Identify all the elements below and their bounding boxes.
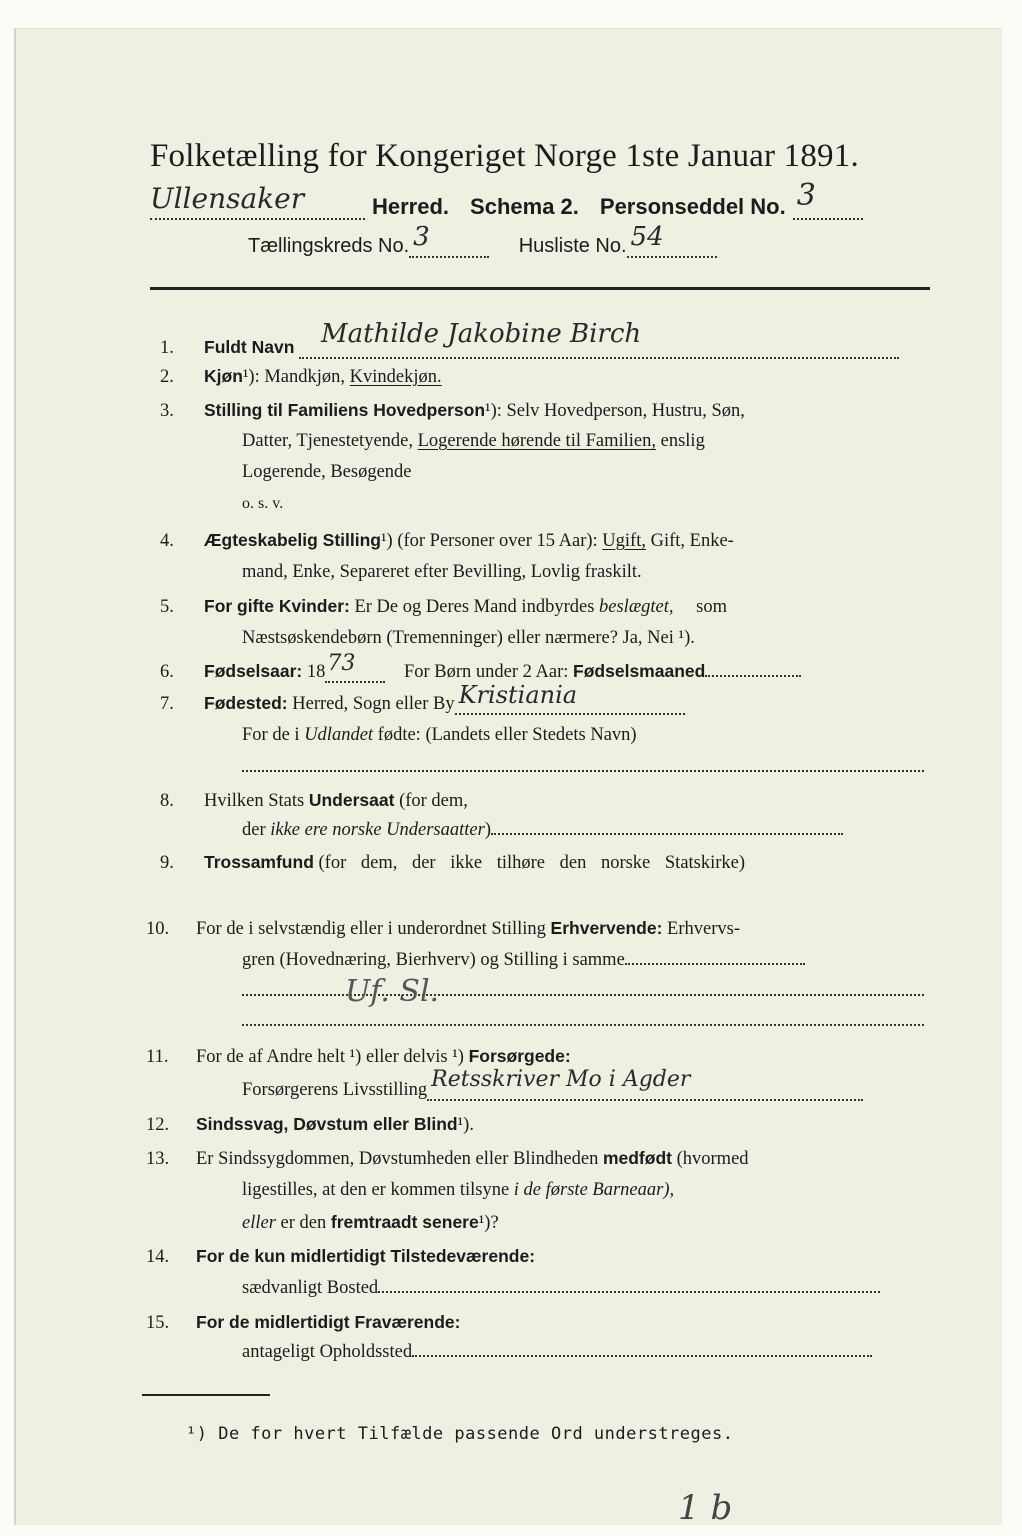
item-label: Kjøn — [204, 366, 243, 386]
item-label: For gifte Kvinder: — [204, 596, 350, 616]
personseddel-label: Personseddel No. — [599, 194, 786, 219]
municipality-field — [150, 182, 365, 220]
occupation-field — [625, 963, 805, 965]
full-name-handwriting: Mathilde Jakobine Birch — [321, 319, 642, 349]
item-4-line-2: mand, Enke, Separeret efter Bevilling, Lovlig fraskilt. — [242, 562, 642, 582]
birthplace-field — [455, 681, 685, 715]
bottom-handwriting: 1 b — [678, 1488, 733, 1528]
municipality-handwriting: Ullensaker — [150, 182, 305, 215]
item-label: Undersaat — [308, 790, 395, 810]
personseddel-handwriting: 3 — [796, 178, 816, 213]
item-text: Gift, Enke- — [650, 531, 734, 551]
usual-residence-field — [378, 1291, 880, 1293]
item-1 — [160, 319, 899, 359]
item-number: 8. — [160, 791, 174, 811]
provider-field — [427, 1067, 863, 1101]
item-number: 5. — [160, 597, 174, 617]
item-text: enslig — [660, 431, 705, 451]
item-5 — [160, 596, 727, 618]
husliste-handwriting: 54 — [630, 222, 664, 252]
item-text: For de i selvstændig eller i underordnet Stilling — [196, 919, 546, 939]
item-8-line-2: der ikke ere norske Undersaatter) — [242, 820, 843, 841]
item-label: Fuldt Navn — [204, 337, 295, 357]
item-2 — [160, 366, 442, 388]
item-number: 4. — [160, 531, 174, 551]
item-label: Sindssvag, Døvstum eller Blind — [196, 1114, 458, 1134]
item-13-line-2 — [242, 1180, 674, 1201]
item-14 — [146, 1246, 535, 1268]
header-rule — [150, 287, 930, 290]
item-text: Datter, Tjenestetyende, — [242, 431, 413, 451]
item-text: antageligt Opholdssted — [242, 1342, 413, 1362]
birthplace-handwriting: Kristiania — [458, 681, 578, 709]
footnote: ¹) De for hvert Tilfælde passende Ord understreges. — [186, 1424, 734, 1444]
item-text: Herred, Sogn eller By — [292, 694, 455, 714]
item-text-italic: ikke ere norske Undersaatter — [270, 820, 485, 840]
provider-handwriting: Retsskriver Mo i Agder — [431, 1067, 691, 1092]
item-14-line-2 — [242, 1278, 880, 1299]
item-number: 6. — [160, 662, 174, 682]
item-number: 11. — [146, 1047, 169, 1067]
item-label: medfødt — [602, 1148, 672, 1168]
item-15 — [146, 1312, 460, 1334]
item-text: Hvilken Stats — [204, 791, 305, 811]
item-text: fødte: (Landets eller Stedets Navn) — [377, 725, 637, 745]
item-text: Erhvervs- — [667, 919, 740, 939]
item-11-line-2 — [242, 1067, 863, 1101]
foreign-birthplace-field — [242, 752, 924, 772]
item-8 — [160, 790, 468, 812]
item-text: ¹) (for Personer over 15 Aar): — [380, 531, 598, 551]
item-3-line-3: Logerende, Besøgende — [242, 462, 412, 482]
item-text-italic: eller — [242, 1213, 276, 1233]
item-number: 7. — [160, 694, 174, 714]
item-number: 14. — [146, 1247, 170, 1267]
occupation-field-3 — [242, 1010, 924, 1026]
underlined-option: Ugift, — [602, 531, 646, 551]
item-text: som — [696, 597, 727, 617]
kreds-label: Tællingskreds No. — [248, 235, 410, 257]
item-number: 10. — [146, 919, 170, 939]
birth-year-field — [325, 651, 385, 683]
item-text: (for dem, — [399, 791, 468, 811]
husliste-label: Husliste No. — [518, 235, 627, 257]
herred-label: Herred. — [372, 194, 450, 219]
item-label: Trossamfund — [204, 852, 314, 872]
item-text: For de i — [242, 725, 300, 745]
item-label: Ægteskabelig Stilling — [204, 530, 381, 550]
footnote-rule — [142, 1394, 270, 1396]
item-3-line-4: o. s. v. — [242, 495, 284, 512]
item-number: 13. — [146, 1149, 170, 1169]
item-text: For de af Andre helt ¹) eller delvis ¹) — [196, 1047, 464, 1067]
item-13 — [146, 1148, 749, 1170]
item-4 — [160, 530, 734, 552]
item-12 — [146, 1114, 474, 1136]
item-text: ¹). — [457, 1115, 474, 1135]
kreds-handwriting: 3 — [413, 222, 430, 252]
item-text: Forsørgerens Livsstilling — [242, 1080, 428, 1100]
item-text-italic: Udlandet — [304, 725, 374, 745]
item-10-line-2 — [242, 950, 805, 971]
year-prefix: 18 — [306, 662, 326, 682]
item-7 — [160, 681, 685, 715]
item-label: Erhvervende: — [550, 918, 663, 938]
kreds-field — [409, 222, 489, 258]
item-number: 9. — [160, 853, 174, 873]
item-6 — [160, 651, 801, 683]
item-label: Fødselsmaaned — [573, 661, 706, 681]
form-title: Folketælling for Kongeriget Norge 1ste Januar 1891. — [150, 138, 859, 174]
item-10 — [146, 918, 740, 940]
item-text-italic: i de første Barneaar), — [513, 1180, 675, 1200]
personseddel-field — [793, 178, 863, 220]
item-5-line-2: Næstsøskendebørn (Tremenninger) eller nærmere? Ja, Nei ¹). — [242, 628, 695, 648]
item-number: 15. — [146, 1313, 170, 1333]
schema-label: Schema 2. — [470, 194, 579, 219]
underlined-option: Kvindekjøn. — [349, 367, 442, 387]
item-label: Forsørgede: — [468, 1046, 571, 1066]
birth-year-handwriting: 73 — [327, 651, 356, 676]
occupation-handwriting: Uf. Sl. — [345, 974, 440, 1009]
item-label: For de kun midlertidigt Tilstedeværende: — [196, 1246, 536, 1266]
item-3 — [160, 400, 745, 422]
item-text: gren (Hovednæring, Bierhverv) og Stilling i samme — [242, 950, 625, 970]
citizenship-field — [491, 833, 843, 835]
item-label: fremtraadt senere — [330, 1212, 479, 1232]
header-row-2 — [248, 222, 717, 258]
item-9 — [160, 852, 745, 874]
husliste-field — [627, 222, 717, 258]
item-text: ¹): Selv Hovedperson, Hustru, Søn, — [485, 401, 745, 421]
item-label: Fødselsaar: — [204, 661, 303, 681]
full-name-field — [299, 319, 899, 359]
item-label: For de midlertidigt Fraværende: — [196, 1312, 461, 1332]
header-row — [150, 178, 863, 220]
item-number: 2. — [160, 367, 174, 387]
birth-month-field — [705, 675, 801, 677]
item-text: Er Sindssygdommen, Døvstumheden eller Blindheden — [196, 1149, 599, 1169]
item-text: ¹)? — [478, 1213, 499, 1233]
presumed-residence-field — [412, 1355, 872, 1357]
item-number: 1. — [160, 338, 174, 358]
item-number: 3. — [160, 401, 174, 421]
item-label: Stilling til Familiens Hovedperson — [204, 400, 486, 420]
item-text: (for dem, der ikke tilhøre den norske Statskirke) — [318, 853, 746, 873]
item-text-italic: beslægtet, — [599, 597, 674, 617]
item-13-line-3 — [242, 1212, 499, 1234]
item-text: sædvanligt Bosted — [242, 1278, 379, 1298]
item-text: der — [242, 820, 266, 840]
item-text: ¹): Mandkjøn, — [242, 367, 346, 387]
item-text: ligestilles, at den er kommen tilsyne — [242, 1180, 510, 1200]
item-7-line-2 — [242, 725, 637, 746]
item-text: (hvormed — [676, 1149, 749, 1169]
item-number: 12. — [146, 1115, 170, 1135]
item-11 — [146, 1046, 571, 1068]
item-15-line-2 — [242, 1342, 872, 1363]
item-label: Fødested: — [204, 693, 288, 713]
item-text: er den — [280, 1213, 327, 1233]
item-text: Er De og Deres Mand indbyrdes — [354, 597, 595, 617]
item-3-line-2 — [242, 431, 705, 452]
item-text: For Børn under 2 Aar: — [403, 662, 569, 682]
underlined-option: Logerende hørende til Familien, — [417, 431, 656, 451]
